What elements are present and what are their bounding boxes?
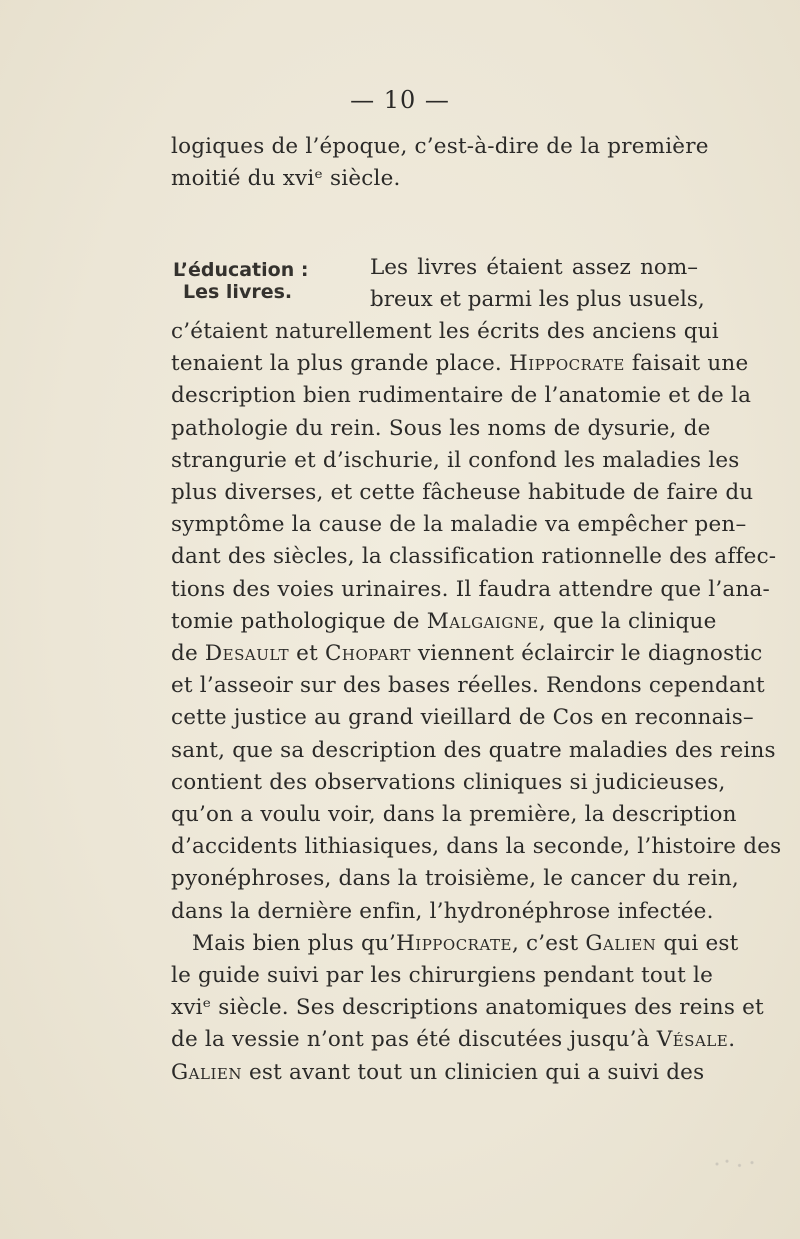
text-run: de la vessie n’ont pas été discutées jusqu’à — [171, 1027, 657, 1053]
text-run: symptôme la cause de la maladie va empêcher pen– — [171, 512, 747, 538]
text-run: dant des siècles, la classification rationnelle des affec- — [171, 544, 777, 570]
author-name: Hippocrate — [396, 930, 512, 956]
paper-speck — [712, 1157, 762, 1171]
text-line — [171, 799, 737, 831]
text-line — [171, 445, 740, 477]
text-line — [171, 380, 752, 412]
text-line — [171, 767, 726, 799]
text-run: strangurie et d’ischurie, il confond les maladies les — [171, 447, 740, 473]
text-run: c’étaient naturellement les écrits des anciens qui — [171, 319, 719, 344]
text-line — [171, 702, 754, 734]
text-run: , c’est — [511, 930, 586, 956]
text-line — [171, 896, 714, 928]
author-name: Desault — [204, 641, 290, 666]
text-run: qu’on a voulu voir, dans la première, la description — [171, 802, 737, 827]
text-run: est avant tout un clinicien qui a suivi des — [241, 1059, 705, 1085]
text-line — [171, 574, 770, 606]
text-line — [171, 477, 754, 509]
text-run: le guide suivi par les chirurgiens pendant tout le — [171, 963, 713, 988]
text-line — [171, 831, 782, 863]
text-line — [171, 960, 713, 992]
text-run: plus diverses, et cette fâcheuse habitude de faire du — [171, 480, 754, 505]
text-line — [171, 348, 749, 380]
text-line — [192, 928, 739, 960]
author-name: Galien — [171, 1059, 242, 1085]
text-run: sant, que sa description des quatre maladies des reins — [171, 737, 776, 763]
text-line — [171, 670, 765, 702]
text-line — [171, 316, 719, 348]
page-number: — 10 — — [350, 86, 450, 114]
text-line — [171, 541, 777, 573]
paragraph-second-line: breux et parmi les plus usuels, — [370, 287, 705, 312]
intro-line-1: logiques de l’époque, c’est-à-dire de la première — [171, 134, 709, 159]
margin-heading-education: L’éducation : — [173, 259, 309, 281]
text-run: faisait une — [624, 351, 749, 377]
text-run: d’accidents lithiasiques, dans la seconde, l’histoire des — [171, 834, 782, 860]
text-line — [171, 1024, 736, 1056]
text-run: contient des observations cliniques si judicieuses, — [171, 769, 726, 795]
text-run: qui est — [656, 930, 739, 956]
author-name: Hippocrate — [508, 351, 625, 377]
text-line — [171, 735, 776, 767]
text-run: tomie pathologique de — [171, 608, 427, 634]
author-name: Malgaigne — [426, 608, 539, 634]
text-run: tenaient la plus grande place. — [171, 351, 509, 377]
text-run: et — [289, 641, 325, 666]
text-run: Mais bien plus qu’ — [192, 930, 397, 956]
author-name: Chopart — [324, 641, 411, 666]
text-run: . — [728, 1027, 736, 1053]
paragraph-first-line: Les livres étaient assez nom– — [370, 255, 698, 280]
text-line — [171, 992, 764, 1024]
text-line — [171, 638, 763, 670]
text-line — [171, 509, 747, 541]
text-run: de — [171, 641, 205, 666]
text-line — [171, 606, 717, 638]
text-run: pathologie du rein. Sous les noms de dysurie, de — [171, 415, 711, 441]
text-run: viennent éclaircir le diagnostic — [410, 641, 763, 666]
text-run: tions des voies urinaires. Il faudra attendre que l’ana- — [171, 576, 770, 602]
text-run: pyonéphroses, dans la troisième, le cancer du rein, — [171, 866, 739, 892]
text-run: , que la clinique — [538, 608, 717, 634]
intro-line-2: moitié du xviᵉ siècle. — [171, 166, 401, 191]
margin-heading-books: Les livres. — [183, 281, 293, 303]
text-line — [171, 1057, 705, 1089]
text-run: xviᵉ siècle. Ses descriptions anatomiques des reins et — [171, 995, 764, 1021]
text-run: description bien rudimentaire de l’anatomie et de la — [171, 383, 752, 409]
text-run: cette justice au grand vieillard de Cos en reconnais– — [171, 705, 754, 731]
author-name: Vésale — [656, 1027, 729, 1053]
text-run: et l’asseoir sur des bases réelles. Rendons cependant — [171, 673, 765, 699]
text-line — [171, 413, 711, 445]
author-name: Galien — [585, 930, 657, 956]
text-line — [171, 863, 739, 895]
text-run: dans la dernière enfin, l’hydronéphrose infectée. — [171, 898, 714, 924]
